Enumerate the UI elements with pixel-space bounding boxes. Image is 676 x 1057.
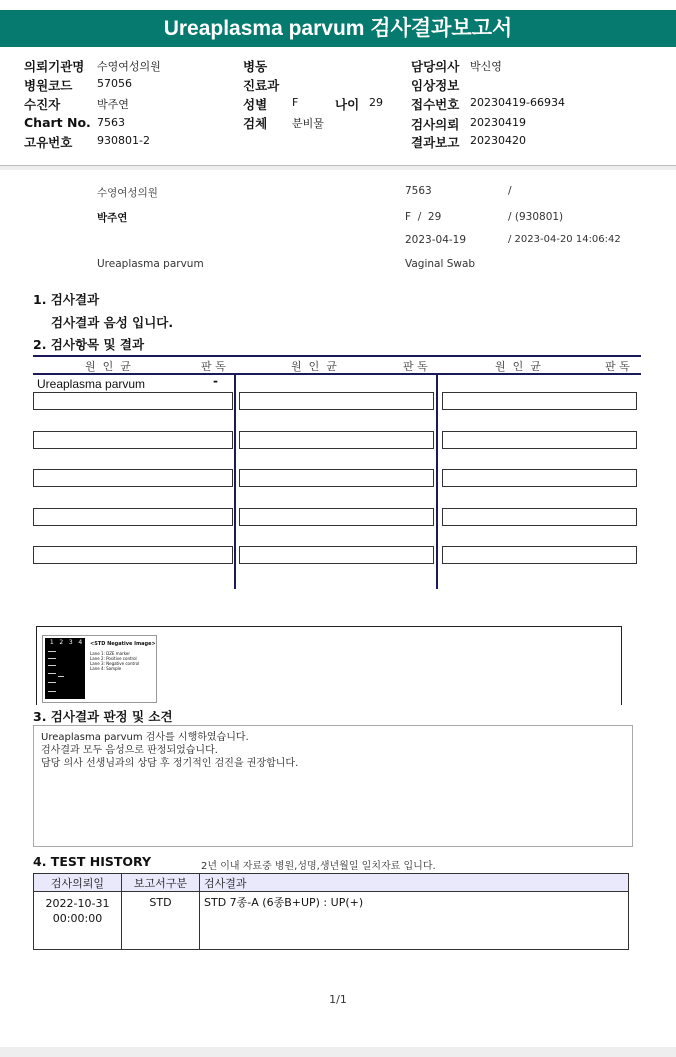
value-chart-no: 7563 xyxy=(97,116,125,129)
value-doctor: 박신영 xyxy=(470,60,502,73)
remark-line: 담당 의사 선생님과의 상담 후 정기적인 검진을 권장합니다. xyxy=(41,758,299,769)
header-pathogen-3: 원 인 균 xyxy=(495,360,541,373)
label-department: 진료과 xyxy=(243,78,280,93)
lane-number: 2 xyxy=(59,639,64,646)
history-table xyxy=(33,873,629,950)
page-number: 1/1 xyxy=(329,993,347,1006)
lane-number: 3 xyxy=(68,639,73,646)
info-slash: / xyxy=(508,185,512,197)
results-table-header xyxy=(33,355,641,375)
history-date-cell xyxy=(34,892,122,950)
remark-line: Ureaplasma parvum 검사를 시행하였습니다. xyxy=(41,732,249,743)
label-clinical-info: 임상정보 xyxy=(411,78,460,93)
result-box xyxy=(33,546,233,564)
value-age: 29 xyxy=(369,96,383,109)
gel-legend-item: Lane 2: Positive control xyxy=(90,656,137,661)
info-birth: / (930801) xyxy=(508,211,564,223)
history-date: 2022-10-31 xyxy=(45,897,110,910)
result-box xyxy=(239,392,434,410)
header-result-3: 판 독 xyxy=(605,360,630,373)
info-patient: 박주연 xyxy=(97,212,128,224)
section2-title: 2. 검사항목 및 결과 xyxy=(33,337,145,352)
history-header-date: 검사의뢰일 xyxy=(34,874,122,892)
header-pathogen-1: 원 인 균 xyxy=(85,360,131,373)
gel-legend-item: Lane 1: DZE marker xyxy=(90,651,131,656)
gel-legend-item: Lane 3: Negative control xyxy=(90,661,140,666)
header-pathogen-2: 원 인 균 xyxy=(291,360,337,373)
pathogen-result: - xyxy=(213,374,218,388)
result-box xyxy=(442,546,637,564)
gel-band xyxy=(48,665,56,666)
pathogen-name: Ureaplasma parvum xyxy=(37,377,146,391)
result-box xyxy=(33,469,233,487)
gel-band xyxy=(58,676,64,677)
label-unique-no: 고유번호 xyxy=(24,135,73,150)
history-time: 00:00:00 xyxy=(52,912,103,925)
info-specimen: Vaginal Swab xyxy=(405,258,476,270)
gel-photo xyxy=(45,638,85,699)
result-box xyxy=(442,469,637,487)
result-box xyxy=(239,508,434,526)
gel-image xyxy=(42,635,157,703)
gel-frame-top xyxy=(36,626,622,627)
value-request-date: 20230419 xyxy=(470,116,526,129)
info-sex-age: F / 29 xyxy=(405,211,442,223)
label-patient: 수진자 xyxy=(24,97,61,112)
page-bottom-gap xyxy=(0,1047,676,1057)
value-report-date: 20230420 xyxy=(470,134,526,147)
label-ward: 병동 xyxy=(243,59,268,74)
result-box xyxy=(239,546,434,564)
section1-title: 1. 검사결과 xyxy=(33,292,100,307)
label-sex: 성별 xyxy=(243,97,268,112)
section3-title: 3. 검사결과 판정 및 소견 xyxy=(33,709,173,724)
history-result: STD 7종-A (6종B+UP) : UP(+) xyxy=(200,892,629,950)
info-chart: 7563 xyxy=(405,185,432,197)
header-shadow xyxy=(0,166,676,170)
label-receipt-no: 접수번호 xyxy=(411,97,460,112)
label-doctor: 담당의사 xyxy=(411,59,460,74)
gel-band xyxy=(48,673,56,674)
result-box xyxy=(33,431,233,449)
info-reported: / 2023-04-20 14:06:42 xyxy=(508,234,621,245)
label-specimen: 검체 xyxy=(243,116,268,131)
gel-band xyxy=(48,651,56,652)
result-box xyxy=(442,508,637,526)
label-clinic: 의뢰기관명 xyxy=(24,59,85,74)
history-type: STD xyxy=(122,892,200,950)
value-specimen: 분비물 xyxy=(292,117,324,130)
table-row xyxy=(34,892,629,950)
column-divider xyxy=(436,373,438,589)
value-patient: 박주연 xyxy=(97,98,129,111)
history-note: 2년 이내 자료중 병원,성명,생년월일 일치자료 입니다. xyxy=(201,861,436,872)
gel-lane-numbers xyxy=(47,639,85,646)
gel-band xyxy=(48,682,56,683)
value-sex: F xyxy=(292,96,299,109)
result-box xyxy=(33,392,233,410)
section1-text: 검사결과 음성 입니다. xyxy=(51,315,174,330)
info-received: 2023-04-19 xyxy=(405,234,467,246)
report-title: Ureaplasma parvum 검사결과보고서 xyxy=(0,10,676,47)
result-box xyxy=(442,392,637,410)
result-box xyxy=(442,431,637,449)
label-request-date: 검사의뢰 xyxy=(411,117,460,132)
lane-number: 4 xyxy=(78,639,83,646)
gel-legend xyxy=(90,651,139,671)
gel-frame-right xyxy=(621,626,622,705)
history-header-type: 보고서구분 xyxy=(122,874,200,892)
label-age: 나이 xyxy=(335,97,360,112)
label-hospital-code: 병원코드 xyxy=(24,78,73,93)
label-report-date: 결과보고 xyxy=(411,135,460,150)
label-chart-no: Chart No. xyxy=(24,115,91,130)
gel-title: <STD Negative Image> xyxy=(90,641,156,647)
remark-box xyxy=(33,725,633,847)
result-box xyxy=(239,431,434,449)
value-receipt-no: 20230419-66934 xyxy=(470,96,565,109)
value-hospital-code: 57056 xyxy=(97,77,132,90)
gel-frame-left xyxy=(36,626,37,705)
gel-band xyxy=(48,658,56,659)
header-result-2: 판 독 xyxy=(403,360,428,373)
remark-line: 검사결과 모두 음성으로 판정되었습니다. xyxy=(41,745,218,756)
info-clinic: 수영여성의원 xyxy=(97,187,158,199)
section4-title: 4. TEST HISTORY xyxy=(33,854,152,869)
gel-band xyxy=(48,691,56,692)
lane-number: 1 xyxy=(49,639,54,646)
column-divider xyxy=(234,373,236,589)
result-box xyxy=(239,469,434,487)
history-header-row xyxy=(34,874,629,892)
info-test: Ureaplasma parvum xyxy=(97,258,204,270)
history-header-result: 검사결과 xyxy=(200,874,629,892)
value-clinic: 수영여성의원 xyxy=(97,60,161,73)
gel-legend-item: Lane 4: Sample xyxy=(90,666,122,671)
value-unique-no: 930801-2 xyxy=(97,134,150,147)
result-box xyxy=(33,508,233,526)
header-result-1: 판 독 xyxy=(201,360,226,373)
